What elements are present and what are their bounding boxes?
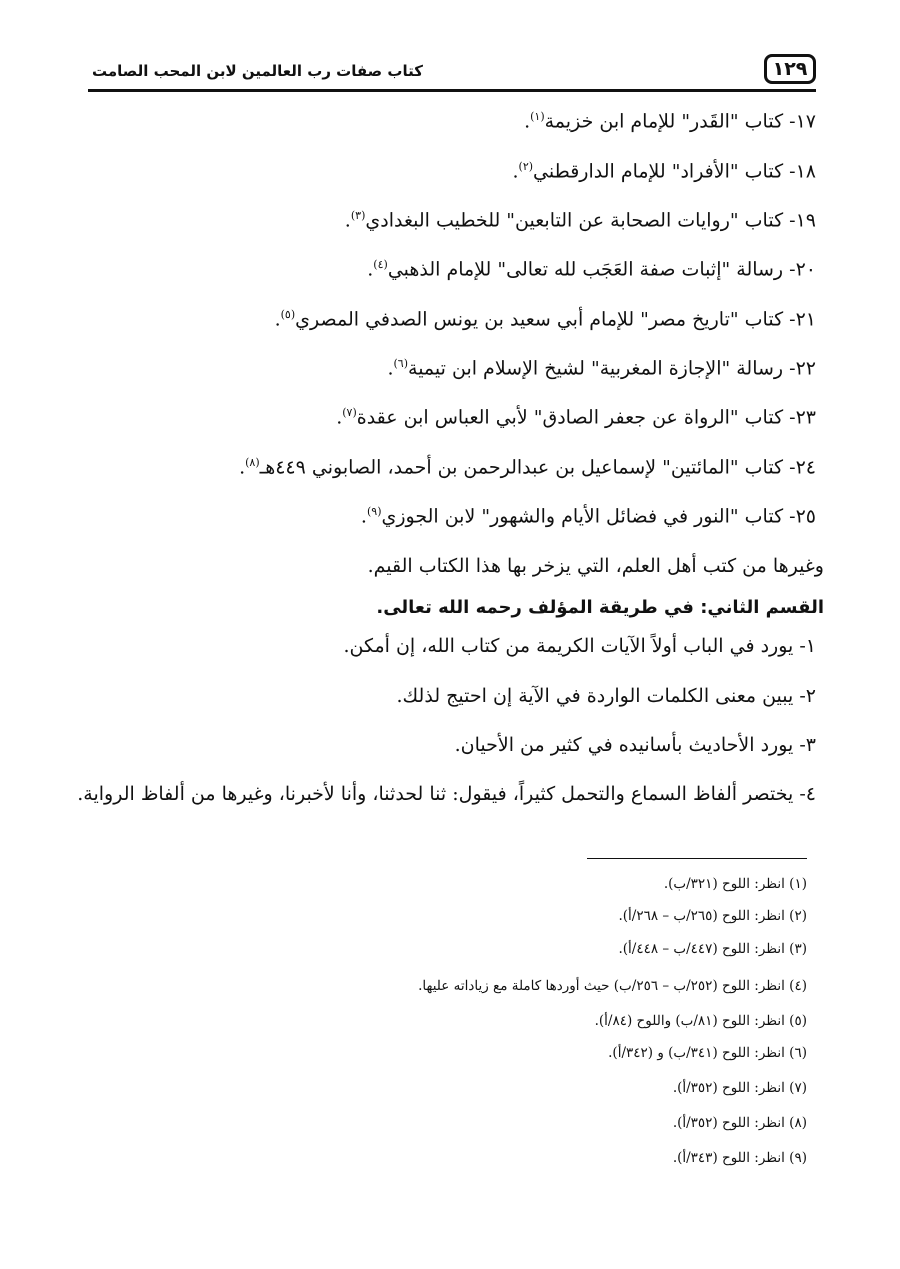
list-item: ١٨- كتاب "الأفراد" للإمام الدارقطني$^{(٢)}$. bbox=[512, 160, 816, 183]
footnote: (٢) انظر: اللوح (٢٦٥/ب – ٢٦٨/أ). bbox=[618, 908, 807, 924]
footnote: (٥) انظر: اللوح (٨١/ب) واللوح (٨٤/أ). bbox=[594, 1013, 807, 1029]
header-rule bbox=[88, 89, 816, 92]
footnote-ref: (٩) bbox=[366, 505, 382, 518]
list-item: ١٩- كتاب "روايات الصحابة عن التابعين" للخطيب البغدادي$^{(٣)}$. bbox=[344, 209, 816, 232]
footnote-ref: (٤) bbox=[373, 258, 388, 271]
footnote-ref: (٦) bbox=[393, 357, 409, 370]
footnote-ref: (١) bbox=[530, 110, 545, 123]
page-header bbox=[88, 52, 816, 92]
list-item: ٢٠- رسالة "إثبات صفة العَجَب لله تعالى" للإمام الذهبي$^{(٤)}$. bbox=[367, 258, 816, 281]
page-number: ١٢٩ bbox=[764, 54, 816, 84]
list-item: ٢٣- كتاب "الرواة عن جعفر الصادق" لأبي العباس ابن عقدة$^{(٧)}$. bbox=[336, 406, 816, 429]
footnote: (٩) انظر: اللوح (٣٤٣/أ). bbox=[672, 1150, 807, 1166]
footnote-ref: (٢) bbox=[518, 160, 534, 173]
list-item: ٢١- كتاب "تاريخ مصر" للإمام أبي سعيد بن يونس الصدفي المصري$^{(٥)}$. bbox=[274, 308, 816, 331]
footnote-separator bbox=[587, 858, 807, 859]
section-heading: القسم الثاني: في طريقة المؤلف رحمه الله تعالى. bbox=[376, 597, 824, 618]
method-point: ٢- يبين معنى الكلمات الواردة في الآية إن احتيج لذلك. bbox=[396, 685, 816, 707]
footnote: (٤) انظر: اللوح (٢٥٢/ب – ٢٥٦/ب) حيث أوردها كاملة مع زياداته عليها. bbox=[418, 978, 807, 994]
footnote: (٧) انظر: اللوح (٣٥٢/أ). bbox=[672, 1080, 807, 1096]
list-item: ١٧- كتاب "القَدر" للإمام ابن خزيمة$^{(١)}$. bbox=[524, 110, 816, 133]
footnote: (١) انظر: اللوح (٣٢١/ب). bbox=[663, 876, 807, 892]
footnote-ref: (٨) bbox=[245, 456, 260, 469]
footnote: (٨) انظر: اللوح (٣٥٢/أ). bbox=[672, 1115, 807, 1131]
list-item: ٢٥- كتاب "النور في فضائل الأيام والشهور" لابن الجوزي$^{(٩)}$. bbox=[360, 505, 816, 528]
footnote: (٦) انظر: اللوح (٣٤١/ب) و (٣٤٢/أ). bbox=[608, 1045, 807, 1061]
footnote-ref: (٥) bbox=[280, 308, 296, 321]
footnote-ref: (٧) bbox=[342, 406, 357, 419]
list-item: ٢٢- رسالة "الإجازة المغربية" لشيخ الإسلام ابن تيمية$^{(٦)}$. bbox=[387, 357, 816, 380]
closing-line: وغيرها من كتب أهل العلم، التي يزخر بها هذا الكتاب القيم. bbox=[367, 555, 824, 577]
footnote: (٣) انظر: اللوح (٤٤٧/ب – ٤٤٨/أ). bbox=[618, 941, 807, 957]
list-item: ٢٤- كتاب "المائتين" لإسماعيل بن عبدالرحمن بن أحمد، الصابوني ٤٤٩هـ$^{(٨)}$. bbox=[239, 456, 816, 479]
method-point: ١- يورد في الباب أولاً الآيات الكريمة من كتاب الله، إن أمكن. bbox=[343, 635, 816, 657]
method-point: ٣- يورد الأحاديث بأسانيده في كثير من الأحيان. bbox=[454, 734, 816, 756]
footnote-ref: (٣) bbox=[350, 209, 366, 222]
method-point: ٤- يختصر ألفاظ السماع والتحمل كثيراً، فيقول: ثنا لحدثنا، وأنا لأخبرنا، وغيرها من ألفاظ الرواية. bbox=[77, 783, 816, 805]
running-title: كتاب صفات رب العالمين لابن المحب الصامت bbox=[92, 62, 423, 80]
